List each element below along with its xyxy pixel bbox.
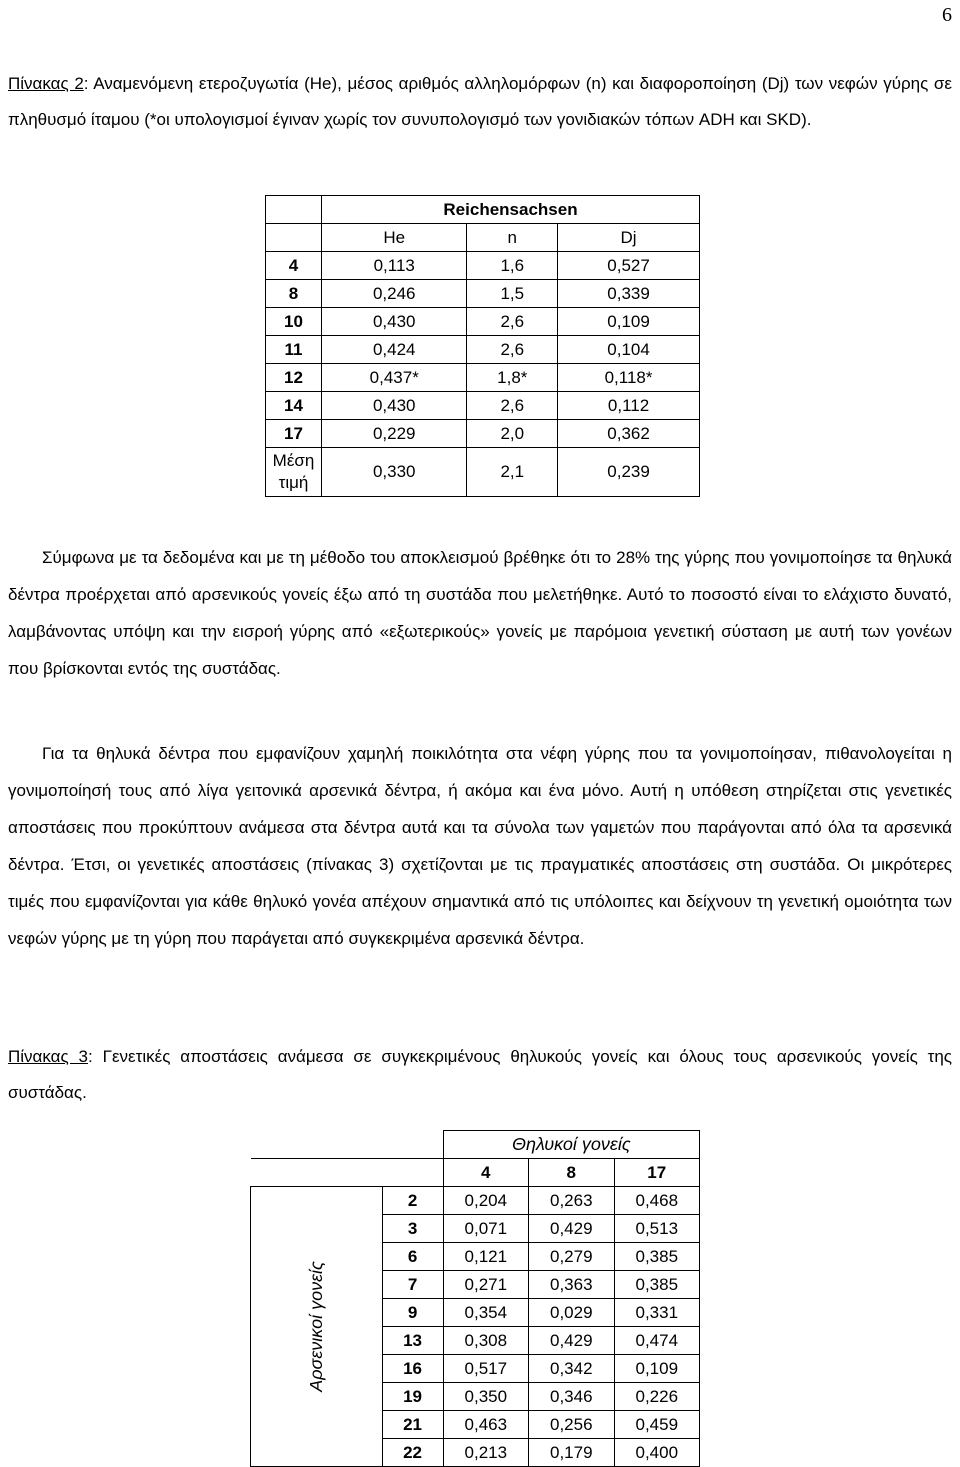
table2-cell: 0,271	[443, 1271, 528, 1299]
paragraph-pollen-outside: Σύμφωνα με τα δεδομένα και με τη μέθοδο του αποκλεισμού βρέθηκε ότι το 28% της γύρης που γονιμοποίησε τα θηλυκά δέντρα προέρχεται από αρσενικούς γονείς έξω από τη συστάδα που μελετήθηκε. Αυτό το ποσοστό είναι το ελάχιστο δυνατό, λαμβάνοντας υπόψη και την εισροή γύρης από «εξωτερικούς» γονείς με παρόμοια γενετική σύσταση με αυτή των γονέων που βρίσκονται εντός της συστάδας.	[8, 548, 952, 678]
table2-cell: 0,256	[529, 1411, 614, 1439]
table2-row-id: 2	[382, 1187, 443, 1215]
table1-cell-dj: 0,112	[558, 392, 700, 420]
table1-cell-dj: 0,339	[558, 280, 700, 308]
table3-caption	[8, 1039, 952, 1111]
table2-corner	[251, 1131, 444, 1159]
table1-cell-n: 2,6	[467, 336, 558, 364]
table2-cell: 0,342	[529, 1355, 614, 1383]
table1-mean-n: 2,1	[467, 448, 558, 497]
table1-corner	[266, 196, 322, 224]
table1-row	[266, 420, 700, 448]
table2-cell: 0,179	[529, 1439, 614, 1467]
table2-row-id: 22	[382, 1439, 443, 1467]
table2-row-id: 9	[382, 1299, 443, 1327]
table2-column-group-title: Θηλυκοί γονείς	[443, 1131, 699, 1159]
table1-cell-n: 1,5	[467, 280, 558, 308]
table1-cell-he: 0,113	[322, 252, 467, 280]
table1-row	[266, 392, 700, 420]
table1-header-n: n	[467, 224, 558, 252]
page-number: 6	[942, 4, 952, 26]
table2-cell: 0,429	[529, 1327, 614, 1355]
mean-label-line2: τιμή	[278, 473, 309, 492]
table1-header-corner	[266, 224, 322, 252]
table1-row-id: 11	[266, 336, 322, 364]
table2-cell: 0,204	[443, 1187, 528, 1215]
table2-cell: 0,029	[529, 1299, 614, 1327]
table2-cell: 0,121	[443, 1243, 528, 1271]
table2-row-id: 16	[382, 1355, 443, 1383]
table1-cell-he: 0,246	[322, 280, 467, 308]
table2-row-id: 19	[382, 1383, 443, 1411]
table2-cell: 0,346	[529, 1383, 614, 1411]
table2-cell: 0,109	[614, 1355, 699, 1383]
table1-cell-dj: 0,104	[558, 336, 700, 364]
table2-caption-label: Πίνακας 2	[8, 74, 84, 93]
table2-cell: 0,363	[529, 1271, 614, 1299]
table1-mean-row	[266, 448, 700, 497]
table1-row	[266, 308, 700, 336]
table2-column-header: 8	[529, 1159, 614, 1187]
table1-row	[266, 336, 700, 364]
genetic-distances-table	[250, 1130, 700, 1467]
table2-cell: 0,226	[614, 1383, 699, 1411]
table1-mean-label	[266, 448, 322, 497]
table2-cell: 0,468	[614, 1187, 699, 1215]
table2-row-id: 21	[382, 1411, 443, 1439]
table1-cell-n: 1,8*	[467, 364, 558, 392]
table2-cell: 0,263	[529, 1187, 614, 1215]
table2-row-id: 6	[382, 1243, 443, 1271]
table1-row-id: 8	[266, 280, 322, 308]
table2-cell: 0,071	[443, 1215, 528, 1243]
table1-row-id: 17	[266, 420, 322, 448]
table1-row-id: 10	[266, 308, 322, 336]
table2-cell: 0,517	[443, 1355, 528, 1383]
table1-row	[266, 252, 700, 280]
table1-cell-dj: 0,118*	[558, 364, 700, 392]
table1-cell-dj: 0,527	[558, 252, 700, 280]
table1-title: Reichensachsen	[322, 196, 700, 224]
table1-cell-he: 0,229	[322, 420, 467, 448]
table2-cell: 0,350	[443, 1383, 528, 1411]
table1-row	[266, 280, 700, 308]
table2-cell: 0,463	[443, 1411, 528, 1439]
mean-label-line1: Μέση	[272, 451, 315, 470]
table1-cell-he: 0,437*	[322, 364, 467, 392]
table2-column-header: 17	[614, 1159, 699, 1187]
table1-row-id: 4	[266, 252, 322, 280]
reichensachsen-table	[265, 195, 700, 497]
table1-mean-dj: 0,239	[558, 448, 700, 497]
table2-row-id: 7	[382, 1271, 443, 1299]
table2-cell: 0,385	[614, 1271, 699, 1299]
table2-cell: 0,400	[614, 1439, 699, 1467]
table1-cell-he: 0,430	[322, 308, 467, 336]
table2-cell: 0,385	[614, 1243, 699, 1271]
paragraph-genetic-distance-part-b: Έτσι, οι γενετικές αποστάσεις (πίνακας 3) σχετίζονται με τις πραγματικές αποστάσεις στη συστάδα. Οι μικρότερες τιμές που εμφανίζονται για κάθε θηλυκό γονέα απέχουν σημαντικά από τις υπόλοιπες και δείχνουν τη γενετική ομοιότητα των νεφών γύρης με τη γύρη που παράγεται από συγκεκριμένα αρσενικά δέντρα.	[8, 855, 953, 948]
table1-cell-he: 0,430	[322, 392, 467, 420]
table1-cell-dj: 0,109	[558, 308, 700, 336]
table1-header-he: He	[322, 224, 467, 252]
table3-caption-label: Πίνακας 3	[8, 1047, 89, 1066]
table2-row	[251, 1187, 700, 1215]
table2-caption	[8, 66, 952, 138]
table2-cell: 0,474	[614, 1327, 699, 1355]
table1-row-id: 14	[266, 392, 322, 420]
table2-cell: 0,354	[443, 1299, 528, 1327]
table2-cell: 0,429	[529, 1215, 614, 1243]
table1-mean-he: 0,330	[322, 448, 467, 497]
table1-cell-he: 0,424	[322, 336, 467, 364]
table2-cell: 0,308	[443, 1327, 528, 1355]
table1-cell-n: 2,0	[467, 420, 558, 448]
table2-row-group-cell	[251, 1187, 383, 1467]
table1-cell-dj: 0,362	[558, 420, 700, 448]
table1-cell-n: 1,6	[467, 252, 558, 280]
paragraph-genetic-distance	[8, 735, 952, 957]
paragraph-genetic-distance-part-a: Για τα θηλυκά δέντρα που εμφανίζουν χαμηλή ποικιλότητα στα νέφη γύρης που τα γονιμοποίησαν, πιθανολογείται η γονιμοποίησή τους από λίγα γειτονικά αρσενικά δέντρα, ή ακόμα και ένα μόνο. Αυτή η υπόθεση στηρίζεται στις γενετικές αποστάσεις που προκύπτουν ανάμεσα στα δέντρα αυτά και τα σύνολα των γαμετών που παράγονται από όλα τα αρσενικά δέντρα.	[8, 744, 952, 874]
table2-row-id: 13	[382, 1327, 443, 1355]
table1-header-dj: Dj	[558, 224, 700, 252]
table1-cell-n: 2,6	[467, 308, 558, 336]
table2-column-header: 4	[443, 1159, 528, 1187]
table2-cell: 0,279	[529, 1243, 614, 1271]
table2-corner-2	[251, 1159, 444, 1187]
table2-row-id: 3	[382, 1215, 443, 1243]
table2-row-group-title: Αρσενικοί γονείς	[305, 1261, 326, 1392]
table1-row-id: 12	[266, 364, 322, 392]
table1-row	[266, 364, 700, 392]
table3-caption-text: : Γενετικές αποστάσεις ανάμεσα σε συγκεκριμένους θηλυκούς γονείς και όλους τους αρσενικούς γονείς της συστάδας.	[8, 1047, 952, 1102]
table2-cell: 0,213	[443, 1439, 528, 1467]
table1-cell-n: 2,6	[467, 392, 558, 420]
table2-cell: 0,513	[614, 1215, 699, 1243]
table2-cell: 0,331	[614, 1299, 699, 1327]
table2-cell: 0,459	[614, 1411, 699, 1439]
table2-caption-text: : Αναμενόμενη ετεροζυγωτία (He), μέσος αριθμός αλληλομόρφων (n) και διαφοροποίηση (Dj) των νεφών γύρης σε πληθυσμό ίταμου (*οι υπολογισμοί έγιναν χωρίς τον συνυπολογισμό των γονιδιακών τόπων ADH και SKD).	[8, 74, 953, 129]
